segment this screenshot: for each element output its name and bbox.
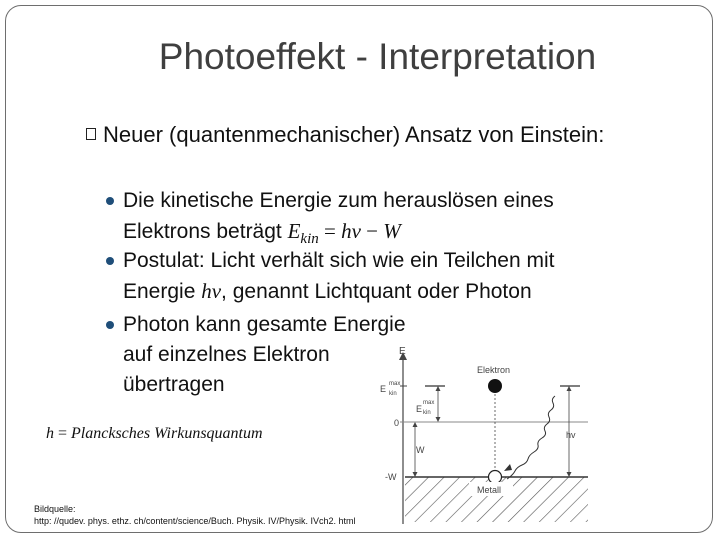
energy-axis-label: E — [399, 346, 406, 357]
formula-hv: hν — [201, 279, 222, 303]
ekin-arrow-tail-icon — [436, 417, 441, 422]
bullet-level1-text: Neuer (quantenmechanischer) Ansatz von Einstein: — [103, 122, 605, 147]
hole-icon — [489, 471, 502, 484]
source-label: Bildquelle: — [34, 504, 76, 514]
bullet-level1 — [103, 120, 623, 150]
ekin-sub: kin — [423, 410, 431, 416]
ekin-arrow-head-icon — [436, 386, 441, 391]
zero-label: 0 — [394, 418, 400, 428]
photon-arrow-icon — [504, 464, 512, 471]
ekin-max-sup: max — [389, 381, 401, 387]
bullet-photon-text: Photon kann gesamte Energie auf einzelnes Elektron übertragen — [123, 313, 406, 396]
work-function-arrow-head-icon — [413, 422, 418, 427]
bullet-dot-icon — [106, 257, 114, 265]
ekin-max-sub: kin — [389, 391, 397, 397]
bullet-dot-icon — [106, 197, 114, 205]
formula-ekin: $E_{kin} = h\nu - W$ — [287, 219, 401, 248]
bullet-dot-icon — [106, 321, 114, 329]
planck-symbol: h — [46, 425, 54, 442]
metal-label: Metall — [477, 485, 502, 495]
w-label: W — [416, 445, 425, 455]
checkbox-bullet-icon — [86, 128, 96, 140]
electron-icon — [488, 379, 502, 393]
minus-w-label: -W — [385, 472, 397, 482]
planck-formula: h = Plancksches Wirkunsquantum — [46, 425, 263, 442]
slide-title: Photoeffekt - Interpretation — [158, 36, 597, 77]
bullet-postulat-text-after: , genannt Lichtquant oder Photon — [221, 280, 532, 303]
photon-wave — [507, 396, 555, 479]
ekin-sup: max — [423, 400, 435, 406]
photoeffect-energy-diagram — [363, 340, 593, 525]
hv-label: hv — [566, 430, 576, 440]
bullet-kinetic-text: Die kinetische Energie zum herauslösen eines Elektrons beträgt — [123, 189, 554, 243]
planck-name: Plancksches Wirkunsquantum — [71, 425, 263, 442]
ekin-label: E — [416, 404, 423, 414]
electron-label: Elektron — [477, 365, 511, 375]
source-caption — [34, 503, 356, 527]
bullet-postulat-text-before: Postulat: Licht verhält sich wie ein Teilchen mit Energie — [123, 249, 555, 303]
hv-arrow-head-icon — [567, 386, 572, 391]
ekin-max-label: E — [380, 384, 387, 394]
bullet-postulat — [123, 246, 628, 307]
bullet-kinetic — [123, 186, 628, 254]
source-url: http: //qudev. phys. ethz. ch/content/science/Buch. Physik. IV/Physik. IVch2. html — [34, 516, 356, 526]
